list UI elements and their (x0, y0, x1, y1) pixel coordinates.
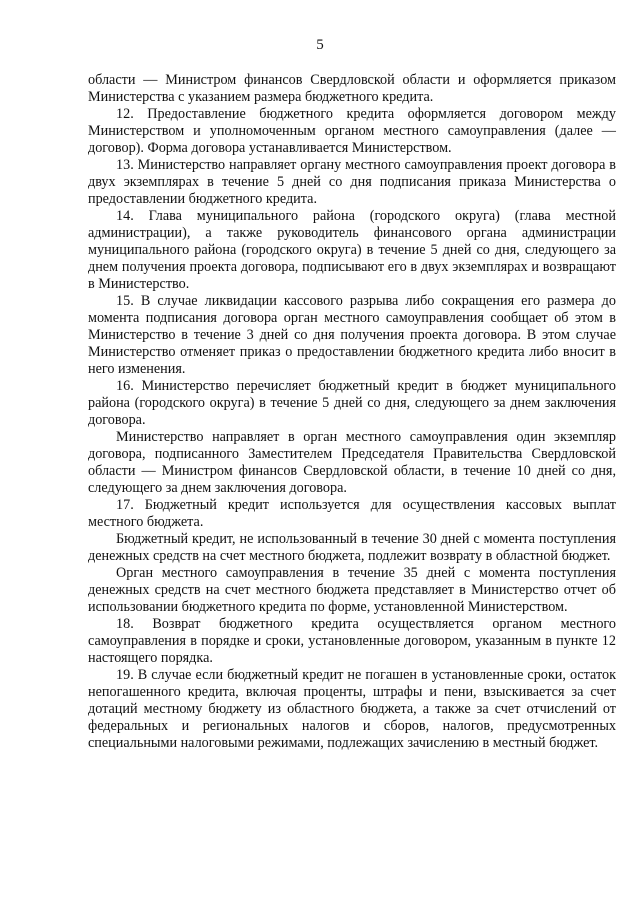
paragraph-item-14: 14. Глава муниципального района (городского округа) (глава местной администрации), а также руководитель финансового органа администрации муниципального района (городского округа) в течение 5 дней со дня, следующего за днем получения проекта договора, подписывают его в двух экземплярах и возвращают в Министерство. (88, 208, 616, 292)
paragraph-continuation: области — Министром финансов Свердловской области и оформляется приказом Министерства с указанием размера бюджетного кредита. (88, 72, 616, 105)
paragraph-item-12: 12. Предоставление бюджетного кредита оформляется договором между Министерством и уполномоченным органом местного самоуправления (далее — договор). Форма договора устанавливается Министерством. (88, 106, 616, 156)
paragraph-item-18: 18. Возврат бюджетного кредита осуществляется органом местного самоуправления в порядке и сроки, установленные договором, указанным в пункте 12 настоящего порядка. (88, 616, 616, 666)
paragraph-item-17: 17. Бюджетный кредит используется для осуществления кассовых выплат местного бюджета. (88, 497, 616, 530)
paragraph-item-17-return: Бюджетный кредит, не использованный в течение 30 дней с момента поступления денежных средств на счет местного бюджета, подлежит возврату в областной бюджет. (88, 531, 616, 564)
document-body (88, 72, 616, 752)
page-number: 5 (316, 37, 324, 53)
paragraph-item-16-continued: Министерство направляет в орган местного самоуправления один экземпляр договора, подписанного Заместителем Председателя Правительства Свердловской области — Министром финансов Свердловской области, в течение 10 дней со дня, следующего за днем заключения договора. (88, 429, 616, 496)
paragraph-item-17-report: Орган местного самоуправления в течение 35 дней с момента поступления денежных средств на счет местного бюджета представляет в Министерство отчет об использовании бюджетного кредита по форме, установленной Министерством. (88, 565, 616, 615)
paragraph-item-19: 19. В случае если бюджетный кредит не погашен в установленные сроки, остаток непогашенного кредита, включая проценты, штрафы и пени, взыскивается за счет дотаций местному бюджету из областного бюджета, а также за счет отчислений от федеральных и региональных налогов и сборов, налогов, предусмотренных специальными налоговыми режимами, подлежащих зачислению в местный бюджет. (88, 667, 616, 751)
paragraph-item-13: 13. Министерство направляет органу местного самоуправления проект договора в двух экземплярах в течение 5 дней со дня подписания приказа Министерства о предоставлении бюджетного кредита. (88, 157, 616, 207)
paragraph-item-16: 16. Министерство перечисляет бюджетный кредит в бюджет муниципального района (городского округа) в течение 5 дней со дня, следующего за днем заключения договора. (88, 378, 616, 428)
paragraph-item-15: 15. В случае ликвидации кассового разрыва либо сокращения его размера до момента подписания договора орган местного самоуправления сообщает об этом в Министерство в течение 3 дней со дня получения проекта договора. В этом случае Министерство отменяет приказ о предоставлении бюджетного кредита либо вносит в него изменения. (88, 293, 616, 377)
